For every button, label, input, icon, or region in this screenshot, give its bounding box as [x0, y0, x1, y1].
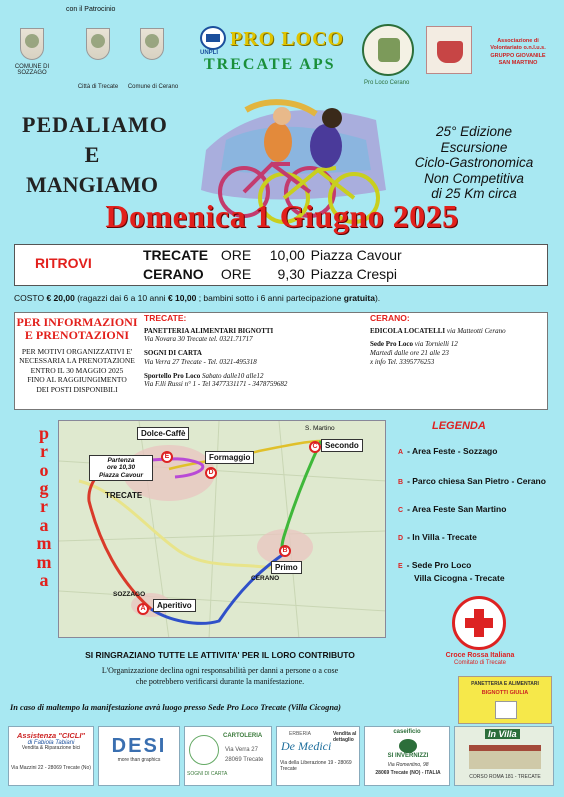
sponsor-line: Via Romentino, 98	[387, 762, 429, 768]
legenda-item-c	[398, 504, 506, 514]
legenda-letter: A	[398, 449, 404, 456]
trecate-heading: TRECATE:	[144, 313, 187, 323]
ritrovi-city: TRECATE	[143, 247, 209, 263]
sponsor-addr: 28069 Trecate (NO) - ITALIA	[375, 770, 441, 776]
trecate-crest-icon	[86, 28, 110, 60]
info-body-line: DEI POSTI DISPONIBILI	[36, 384, 118, 394]
sponsor-sub: di Fabiola Tabiani	[27, 740, 75, 746]
event-date: Domenica 1 Giugno 2025	[105, 198, 459, 234]
programma-letter: m	[36, 551, 52, 572]
sponsor-invernizzi	[364, 726, 450, 786]
edition-line-5: di 25 Km circa	[431, 186, 517, 202]
pro-loco-cerano-logo-icon	[362, 24, 414, 76]
edition-line-1: 25° Edizione	[436, 124, 512, 139]
ritrovi-box	[14, 244, 548, 286]
sponsor-sub: more than graphics	[117, 757, 161, 763]
villa-illustration	[469, 745, 541, 769]
cerano-contacts	[370, 313, 546, 367]
association-line-2: Volontariato o.n.l.u.s.	[490, 45, 546, 52]
association-line-1: Associazione di	[497, 38, 539, 44]
trecate-contact-2-addr: Via Verra 27 Trecate - Tel. 0321-495318	[144, 357, 257, 366]
map-label-partenza	[89, 455, 153, 481]
map-marker-d: D	[205, 467, 217, 479]
info-title-line-1: PER INFORMAZIONI	[16, 315, 138, 329]
red-cross-line-2: Comitato di Trecate	[453, 660, 507, 667]
info-body-line: ENTRO IL 30 MAGGIO 2025	[30, 365, 124, 375]
map-town-san-martino: S. Martino	[305, 425, 335, 432]
map-label-aperitivo: Aperitivo	[153, 599, 196, 612]
costo-free: gratuita	[343, 293, 375, 303]
info-title-line-2: E PRENOTAZIONI	[24, 328, 130, 343]
legenda-item-e	[398, 560, 471, 570]
programma-vertical	[34, 424, 54, 589]
costo-prefix: COSTO	[14, 293, 45, 303]
map-marker-c: C	[309, 441, 321, 453]
cerano-contact-2-hours: Martedì dalle ore 21 alle 23	[370, 349, 449, 358]
san-martino-logo-icon	[426, 26, 472, 74]
ritrovi-time: 10,00	[269, 247, 305, 263]
red-cross-line-1: Croce Rossa Italiana	[445, 652, 515, 659]
ritrovi-ore: ORE	[220, 266, 252, 282]
ritrovi-row-cerano	[143, 266, 397, 282]
cerano-contact-2-name: Sede Pro Loco	[370, 340, 414, 349]
trecate-contacts	[144, 313, 364, 389]
map-town-cerano: CERANO	[251, 575, 280, 582]
sponsor-name: De Medici	[281, 739, 332, 753]
info-body-line: FINO AL RAGGIUNGIMENTO	[27, 375, 127, 385]
legenda-title: LEGENDA	[432, 420, 486, 432]
legenda-text: - Area Feste - Sozzago	[407, 446, 498, 456]
sponsor-name: Assistenza "CICLI"	[17, 731, 85, 740]
disclaimer-line-2: che potrebbero verificarsi durante la manifestazione.	[135, 676, 305, 686]
sponsor-in-villa	[454, 726, 554, 786]
panetteria-ad-line-2: BIGNOTTI GIULIA	[481, 690, 529, 696]
sponsor-desi	[98, 726, 180, 786]
costo-middle: (ragazzi dai 6 a 10 anni	[77, 293, 166, 303]
unpli-logo-icon	[200, 26, 226, 50]
map-marker-e: E	[161, 451, 173, 463]
map-marker-b: B	[279, 545, 291, 557]
pro-loco-cerano-label: Pro Loco Cerano	[364, 80, 410, 86]
trecate-contact-3-hours: Sabato dalle10 alle12	[202, 371, 264, 380]
cerano-heading: CERANO:	[370, 313, 410, 323]
cerano-contact-1-name: EDICOLA LOCATELLI	[370, 326, 446, 335]
ritrovi-city: CERANO	[143, 266, 204, 282]
route-map	[58, 420, 386, 638]
legenda-item-b	[398, 476, 546, 486]
trecate-contact-1-name: PANETTERIA ALIMENTARI BIGNOTTI	[144, 326, 274, 335]
ritrovi-place: Piazza Cavour	[310, 247, 402, 263]
ritrovi-time: 9,30	[277, 266, 305, 282]
cerano-contact-2-addr: via Tornielli 12	[414, 340, 458, 349]
programma-letter: g	[39, 478, 49, 499]
disclaimer-line-1: L'Organizzazione declina ogni responsabilità per danni a persone o a cose	[101, 666, 339, 675]
sponsor-addr: CORSO ROMA 181 - TRECATE	[469, 774, 541, 780]
sponsor-sub: SOGNI DI CARTA	[187, 771, 228, 777]
legenda-letter: D	[398, 535, 404, 542]
legenda-letter: E	[398, 563, 403, 570]
sponsor-addr: 28069 Trecate	[225, 757, 264, 763]
ritrovi-row-trecate	[143, 247, 402, 263]
info-body-line: PER MOTIVI ORGANIZZATIVI E'	[21, 347, 133, 356]
title-line-3: MANGIAMO	[26, 172, 158, 197]
edition-block	[390, 124, 558, 202]
partenza-line: Piazza Cavour	[98, 471, 144, 479]
proloco-title: PRO LOCO	[230, 28, 345, 50]
trecate-contact-2-name: SOGNI DI CARTA	[144, 349, 202, 358]
thanks-line: SI RINGRAZIANO TUTTE LE ATTIVITA' PER IL LORO CONTRIBUTO	[85, 650, 355, 660]
legenda-text: - Sede Pro Loco	[406, 560, 472, 570]
costo-end: ).	[374, 293, 381, 303]
invernizzi-logo-icon	[399, 739, 417, 753]
legenda-text: - Area Feste San Martino	[407, 504, 507, 514]
sponsor-addr: Via Mazzini 22 - 28069 Trecate (No)	[11, 764, 91, 771]
programma-letter: p	[38, 423, 49, 443]
sponsor-line: Via Verra 27	[225, 747, 258, 753]
sozzago-crest-icon	[20, 28, 44, 60]
edition-line-4: Non Competitiva	[424, 170, 524, 186]
sponsor-line: Vendita al dettaglio	[333, 731, 357, 743]
panetteria-ad-line-1: PANETTERIA E ALIMENTARI	[471, 681, 539, 687]
map-town-trecate: TRECATE	[105, 491, 143, 500]
sponsor-sub: ERBERIA	[289, 731, 311, 737]
costo-price-kids: € 10,00	[167, 293, 197, 303]
costo-price: € 20,00	[46, 293, 75, 303]
sponsor-sogni-di-carta	[184, 726, 272, 786]
trecate-contact-3-addr: Via F.lli Russi n° 1 - Tel 3477331171 - 3478759682	[144, 380, 288, 389]
association-line-3: GRUPPO GIOVANILE	[490, 52, 546, 59]
map-label-formaggio: Formaggio	[205, 451, 254, 464]
legenda-letter: B	[398, 479, 404, 486]
sponsor-name: In Villa	[485, 729, 520, 739]
programma-letter: r	[40, 496, 48, 517]
programma-letter: a	[39, 569, 49, 590]
comune-cerano-caption: Comune di Cerano	[127, 84, 179, 90]
legenda-letter: C	[398, 507, 404, 514]
cerano-contact-2-info: x info Tel. 3395776253	[370, 357, 435, 366]
title-block	[22, 112, 168, 198]
map-label-secondo: Secondo	[321, 439, 363, 452]
red-cross-logo-icon	[452, 596, 506, 650]
proloco-subtitle: TRECATE APS	[204, 56, 336, 73]
ritrovi-place: Piazza Crespi	[310, 266, 398, 282]
sponsor-name: DESI	[111, 735, 167, 757]
sponsor-name: CARTOLERIA	[223, 733, 263, 739]
cerano-contact-1-addr: via Matteotti Cerano	[446, 326, 506, 335]
trecate-contact-1-addr: Via Novara 30 Trecate tel. 0321.71717	[144, 335, 253, 344]
association-line-4: SAN MARTINO	[498, 60, 538, 67]
info-body-line: NECESSARIA LA PRENOTAZIONE	[19, 356, 135, 366]
ritrovi-label: RITROVI	[35, 255, 92, 271]
legenda-item-e-cont	[414, 573, 505, 583]
patronage-label: con il Patrocinio	[66, 6, 116, 13]
edition-line-2: Escursione	[440, 139, 508, 155]
sogni-logo-icon	[189, 735, 219, 765]
info-title	[16, 316, 138, 342]
partenza-line: ore 10,30	[106, 464, 136, 472]
programma-letter: a	[39, 514, 49, 535]
cerano-crest-icon	[140, 28, 164, 60]
disclaimer	[30, 666, 410, 688]
association-text	[474, 38, 562, 68]
programma-letter: r	[40, 441, 48, 462]
citta-trecate-caption: Città di Trecate	[77, 84, 119, 90]
sponsor-cicli	[8, 726, 94, 786]
map-label-dolce: Dolce-Caffè	[137, 427, 189, 440]
partenza-line: Partenza	[107, 457, 135, 464]
programma-letter: m	[36, 533, 52, 554]
info-body	[18, 347, 136, 394]
sponsor-line: Vendita & Riparazione bici	[21, 745, 81, 751]
legenda-text: Villa Cicogna - Trecate	[414, 573, 505, 583]
edition-line-3: Ciclo-Gastronomica	[414, 155, 534, 171]
map-label-primo: Primo	[271, 561, 302, 574]
sponsor-name: SI INVERNIZZI	[387, 753, 429, 759]
costo-line	[14, 293, 554, 303]
map-town-sozzago: SOZZAGO	[113, 591, 146, 598]
costo-suffix: ; bambini sotto i 6 anni partecipazione	[198, 293, 342, 303]
legenda-item-d	[398, 532, 477, 542]
legenda-item-a	[398, 446, 497, 456]
map-marker-a: A	[137, 603, 149, 615]
sponsor-addr: Via della Liberazione 19 - 28069 Trecate	[280, 760, 352, 772]
panetteria-ad	[458, 676, 552, 724]
red-cross-caption	[420, 652, 540, 667]
sponsor-de-medici	[276, 726, 360, 786]
title-line-1: PEDALIAMO	[22, 112, 168, 137]
sponsor-sub: caseificio	[393, 729, 421, 735]
legenda-text: - Parco chiesa San Pietro - Cerano	[407, 476, 546, 486]
programma-letter: o	[39, 459, 49, 480]
unpli-label: UNPLI	[200, 50, 218, 56]
ritrovi-ore: ORE	[220, 247, 252, 263]
legenda-text: - In Villa - Trecate	[407, 532, 477, 542]
title-line-2: E	[84, 142, 100, 167]
maltempo-line: In caso di maltempo la manifestazione avrà luogo presso Sede Pro Loco Trecate (Villa Cicogna)	[10, 703, 341, 712]
trecate-contact-3-name: Sportello Pro Loco	[144, 371, 201, 380]
comune-sozzago-caption: COMUNE DI SOZZAGO	[14, 64, 50, 77]
